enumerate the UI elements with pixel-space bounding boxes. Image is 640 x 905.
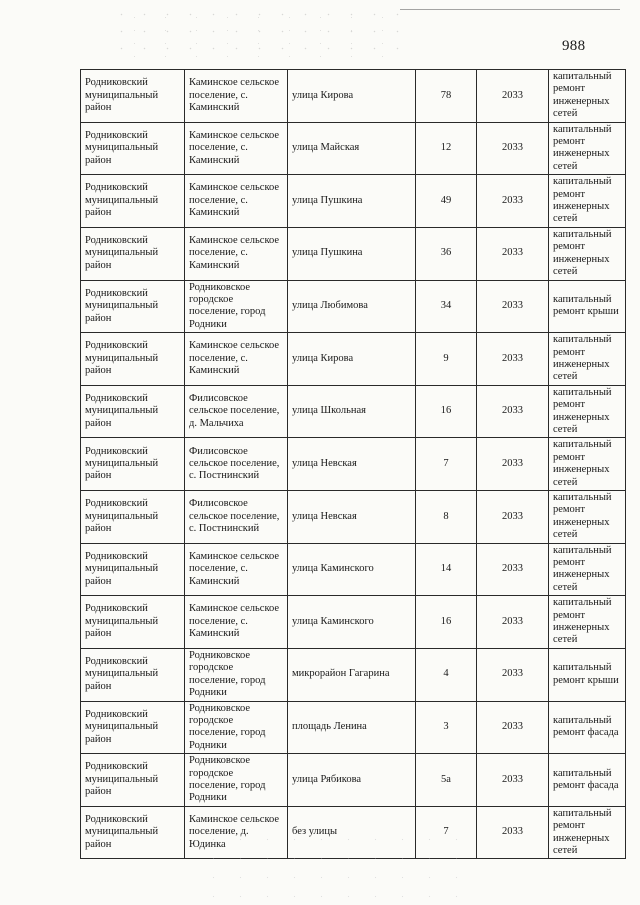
- table-row: [81, 385, 626, 438]
- district-cell: Родниковский муниципальный район: [81, 385, 185, 438]
- district-cell: Родниковский муниципальный район: [81, 122, 185, 175]
- work-type-cell: капитальный ремонт фасада: [549, 754, 626, 807]
- year-cell: 2033: [477, 543, 549, 596]
- work-type-cell: капитальный ремонт инженерных сетей: [549, 438, 626, 491]
- work-type-cell: капитальный ремонт инженерных сетей: [549, 596, 626, 649]
- table-row: [81, 543, 626, 596]
- house-number-cell: 12: [416, 122, 477, 175]
- house-number-cell: 16: [416, 385, 477, 438]
- district-cell: Родниковский муниципальный район: [81, 70, 185, 123]
- scan-edge-line: [400, 9, 620, 10]
- table-row: [81, 175, 626, 228]
- table-row: [81, 701, 626, 754]
- district-cell: Родниковский муниципальный район: [81, 491, 185, 544]
- settlement-cell: Родниковское городское поселение, город Родники: [185, 280, 288, 333]
- house-number-cell: 34: [416, 280, 477, 333]
- work-type-cell: капитальный ремонт инженерных сетей: [549, 70, 626, 123]
- page-number: 988: [562, 38, 586, 54]
- year-cell: 2033: [477, 227, 549, 280]
- housing-repair-table: [80, 69, 626, 859]
- settlement-cell: Каминское сельское поселение, с. Каминский: [185, 227, 288, 280]
- table-row: [81, 70, 626, 123]
- settlement-cell: Каминское сельское поселение, с. Каминский: [185, 70, 288, 123]
- street-cell: улица Рябикова: [288, 754, 416, 807]
- table-row: [81, 280, 626, 333]
- settlement-cell: Каминское сельское поселение, д. Юдинка: [185, 806, 288, 859]
- settlement-cell: Родниковское городское поселение, город Родники: [185, 648, 288, 701]
- year-cell: 2033: [477, 806, 549, 859]
- house-number-cell: 5а: [416, 754, 477, 807]
- house-number-cell: 49: [416, 175, 477, 228]
- work-type-cell: капитальный ремонт фасада: [549, 701, 626, 754]
- work-type-cell: капитальный ремонт инженерных сетей: [549, 175, 626, 228]
- year-cell: 2033: [477, 701, 549, 754]
- work-type-cell: капитальный ремонт инженерных сетей: [549, 491, 626, 544]
- street-cell: улица Кирова: [288, 333, 416, 386]
- scan-noise: [110, 6, 410, 62]
- street-cell: улица Каминского: [288, 596, 416, 649]
- settlement-cell: Филисовское сельское поселение, с. Постнинский: [185, 491, 288, 544]
- district-cell: Родниковский муниципальный район: [81, 648, 185, 701]
- year-cell: 2033: [477, 70, 549, 123]
- district-cell: Родниковский муниципальный район: [81, 701, 185, 754]
- house-number-cell: 7: [416, 806, 477, 859]
- street-cell: без улицы: [288, 806, 416, 859]
- street-cell: улица Пушкина: [288, 175, 416, 228]
- house-number-cell: 14: [416, 543, 477, 596]
- settlement-cell: Каминское сельское поселение, с. Каминский: [185, 122, 288, 175]
- house-number-cell: 78: [416, 70, 477, 123]
- district-cell: Родниковский муниципальный район: [81, 280, 185, 333]
- work-type-cell: капитальный ремонт инженерных сетей: [549, 122, 626, 175]
- settlement-cell: Филисовское сельское поселение, с. Постнинский: [185, 438, 288, 491]
- table-row: [81, 227, 626, 280]
- settlement-cell: Каминское сельское поселение, с. Каминский: [185, 543, 288, 596]
- street-cell: улица Невская: [288, 438, 416, 491]
- district-cell: Родниковский муниципальный район: [81, 227, 185, 280]
- street-cell: микрорайон Гагарина: [288, 648, 416, 701]
- table-row: [81, 122, 626, 175]
- district-cell: Родниковский муниципальный район: [81, 333, 185, 386]
- street-cell: улица Майская: [288, 122, 416, 175]
- table-row: [81, 491, 626, 544]
- district-cell: Родниковский муниципальный район: [81, 806, 185, 859]
- settlement-cell: Родниковское городское поселение, город Родники: [185, 754, 288, 807]
- house-number-cell: 16: [416, 596, 477, 649]
- district-cell: Родниковский муниципальный район: [81, 596, 185, 649]
- table-row: [81, 648, 626, 701]
- table-row: [81, 596, 626, 649]
- house-number-cell: 4: [416, 648, 477, 701]
- house-number-cell: 9: [416, 333, 477, 386]
- street-cell: улица Каминского: [288, 543, 416, 596]
- work-type-cell: капитальный ремонт инженерных сетей: [549, 227, 626, 280]
- table-row: [81, 754, 626, 807]
- work-type-cell: капитальный ремонт инженерных сетей: [549, 543, 626, 596]
- year-cell: 2033: [477, 122, 549, 175]
- street-cell: улица Школьная: [288, 385, 416, 438]
- year-cell: 2033: [477, 280, 549, 333]
- settlement-cell: Филисовское сельское поселение, д. Мальчиха: [185, 385, 288, 438]
- work-type-cell: капитальный ремонт инженерных сетей: [549, 806, 626, 859]
- year-cell: 2033: [477, 596, 549, 649]
- year-cell: 2033: [477, 333, 549, 386]
- house-number-cell: 8: [416, 491, 477, 544]
- year-cell: 2033: [477, 754, 549, 807]
- house-number-cell: 36: [416, 227, 477, 280]
- house-number-cell: 3: [416, 701, 477, 754]
- work-type-cell: капитальный ремонт крыши: [549, 280, 626, 333]
- settlement-cell: Каминское сельское поселение, с. Каминский: [185, 596, 288, 649]
- street-cell: улица Любимова: [288, 280, 416, 333]
- district-cell: Родниковский муниципальный район: [81, 438, 185, 491]
- table-body: [81, 70, 626, 859]
- table-row: [81, 438, 626, 491]
- work-type-cell: капитальный ремонт инженерных сетей: [549, 385, 626, 438]
- year-cell: 2033: [477, 385, 549, 438]
- work-type-cell: капитальный ремонт инженерных сетей: [549, 333, 626, 386]
- street-cell: улица Невская: [288, 491, 416, 544]
- street-cell: площадь Ленина: [288, 701, 416, 754]
- year-cell: 2033: [477, 648, 549, 701]
- settlement-cell: Каминское сельское поселение, с. Каминский: [185, 333, 288, 386]
- district-cell: Родниковский муниципальный район: [81, 754, 185, 807]
- scan-noise-bottom: [200, 830, 460, 900]
- table-row: [81, 333, 626, 386]
- house-number-cell: 7: [416, 438, 477, 491]
- district-cell: Родниковский муниципальный район: [81, 175, 185, 228]
- settlement-cell: Родниковское городское поселение, город Родники: [185, 701, 288, 754]
- year-cell: 2033: [477, 438, 549, 491]
- year-cell: 2033: [477, 175, 549, 228]
- year-cell: 2033: [477, 491, 549, 544]
- settlement-cell: Каминское сельское поселение, с. Каминский: [185, 175, 288, 228]
- work-type-cell: капитальный ремонт крыши: [549, 648, 626, 701]
- street-cell: улица Пушкина: [288, 227, 416, 280]
- street-cell: улица Кирова: [288, 70, 416, 123]
- district-cell: Родниковский муниципальный район: [81, 543, 185, 596]
